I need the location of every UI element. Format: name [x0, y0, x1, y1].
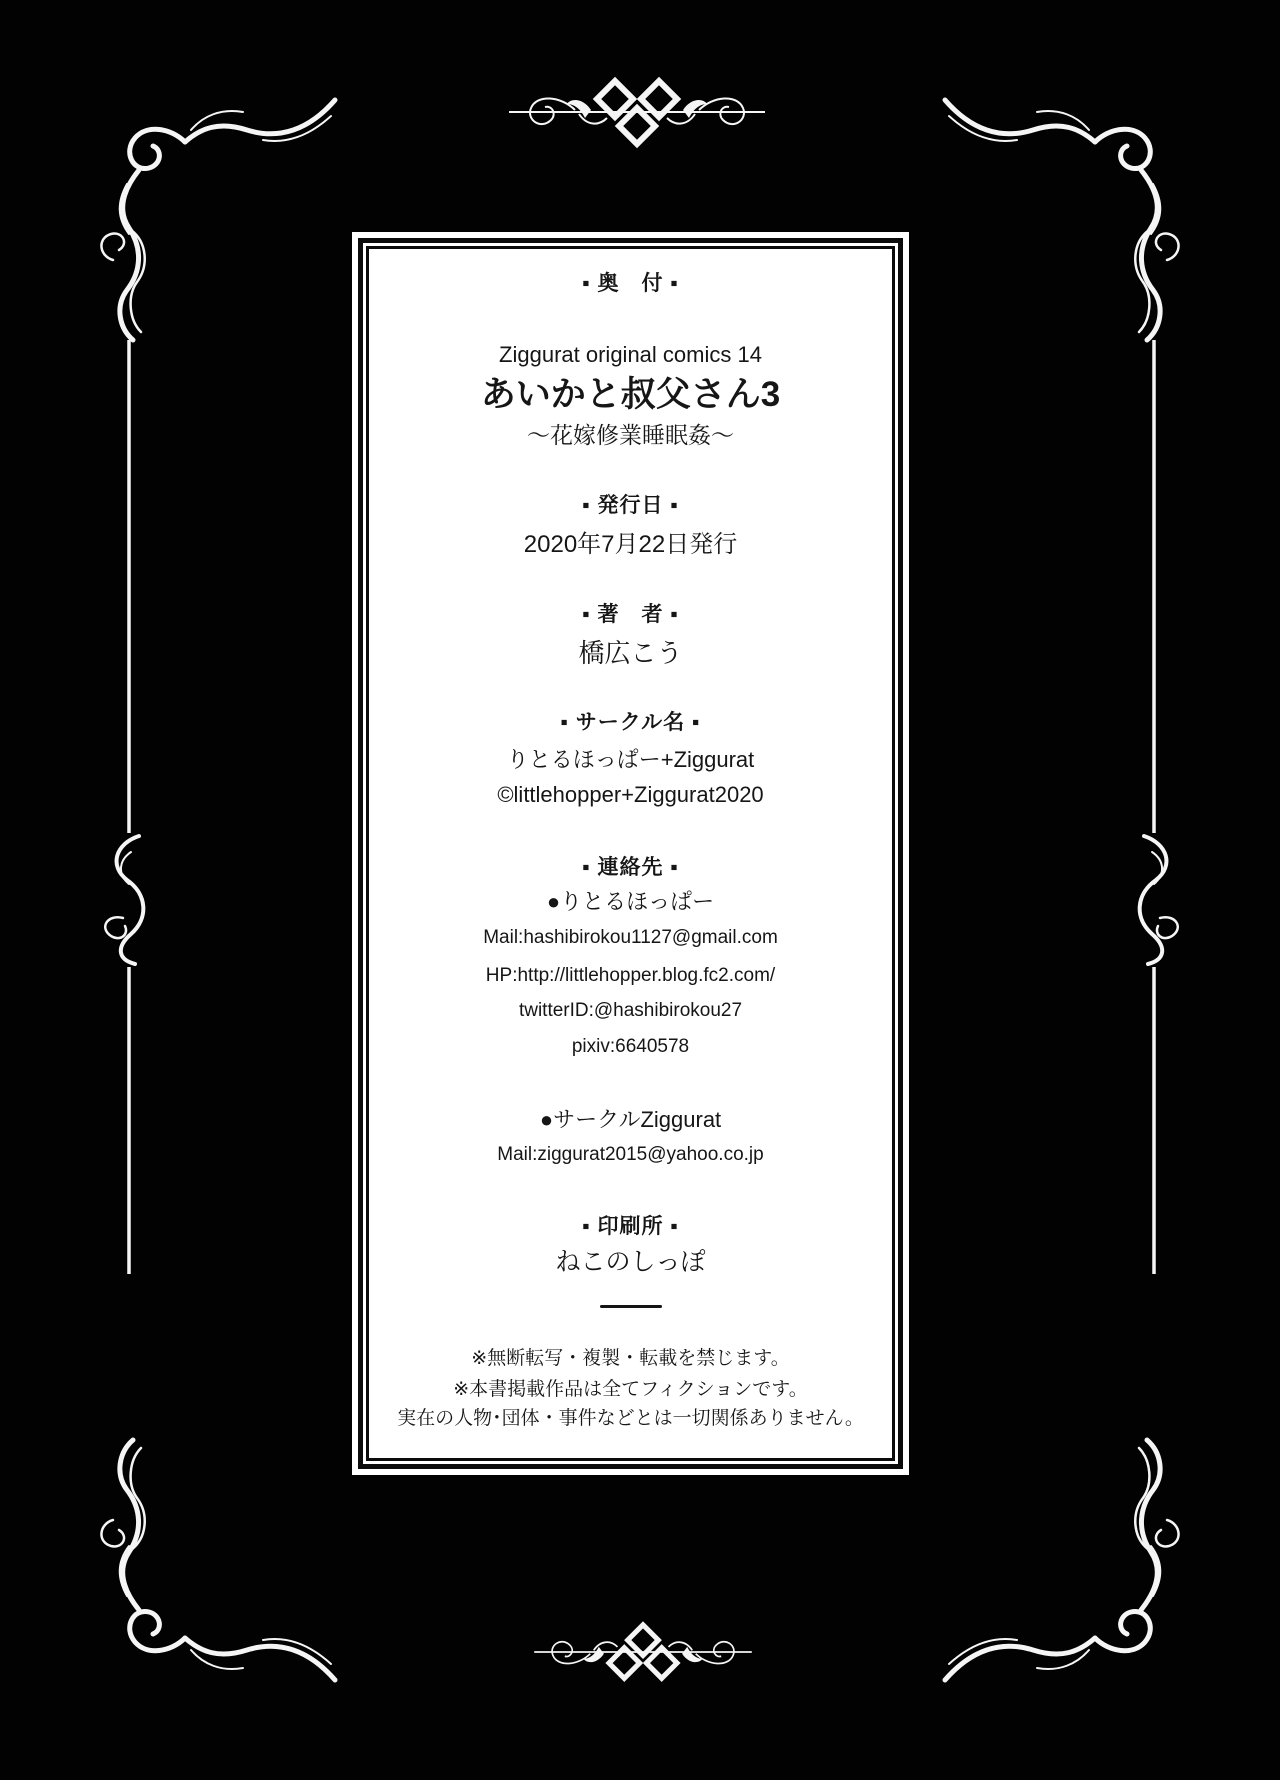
- notice-line-1: ※無断転写・複製・転載を禁じます。: [471, 1348, 790, 1369]
- contact-header: ▪ 連絡先 ▪: [582, 856, 679, 879]
- author-name: 橋広こう: [578, 638, 683, 668]
- book-subtitle: ～花嫁修業睡眠姦～: [527, 422, 734, 448]
- corner-flourish-bottom-left-icon: [101, 1440, 335, 1680]
- circle-name: りとるほっぱー+Ziggurat: [506, 747, 755, 772]
- printer-header: ▪ 印刷所 ▪: [582, 1215, 679, 1238]
- bottom-divider-ornament-icon: [534, 1625, 752, 1679]
- author-header: ▪ 著 者 ▪: [582, 603, 679, 626]
- publish-date-header: ▪ 発行日 ▪: [582, 494, 679, 517]
- colophon-box: [352, 232, 909, 1475]
- corner-flourish-top-left-icon: [101, 100, 335, 340]
- printer-name: ねこのしっぽ: [555, 1248, 706, 1276]
- notice-line-2: ※本書掲載作品は全てフィクションです。: [453, 1379, 808, 1400]
- colophon-box-inner-rule: [366, 246, 895, 1461]
- top-divider-ornament-icon: [509, 81, 765, 144]
- notice-line-3: 実在の人物･団体・事件などとは一切関係ありません。: [397, 1408, 864, 1429]
- contact-littlehopper-homepage: HP:http://littlehopper.blog.fc2.com/: [485, 965, 776, 986]
- corner-flourish-bottom-right-icon: [945, 1440, 1179, 1680]
- contact-littlehopper-twitter: twitterID:@hashibirokou27: [518, 1000, 743, 1021]
- copyright-line: ©littlehopper+Ziggurat2020: [497, 782, 764, 807]
- contact-ziggurat-mail: Mail:ziggurat2015@yahoo.co.jp: [497, 1144, 764, 1165]
- corner-flourish-top-right-icon: [945, 100, 1179, 340]
- contact-littlehopper-name: ●りとるほっぱー: [546, 889, 715, 914]
- book-title: あいかと叔父さん3: [480, 375, 781, 414]
- side-swirl-right-icon: [1140, 836, 1178, 964]
- publish-date: 2020年7月22日発行: [523, 531, 738, 558]
- contact-ziggurat-name: ●サークルZiggurat: [539, 1107, 722, 1132]
- side-swirl-left-icon: [105, 836, 143, 964]
- short-divider-rule: [600, 1305, 662, 1308]
- colophon-content: [369, 249, 892, 1458]
- series-label: Ziggurat original comics 14: [499, 342, 762, 367]
- contact-littlehopper-mail: Mail:hashibirokou1127@gmail.com: [483, 927, 778, 948]
- okuzuke-header: ▪ 奥 付 ▪: [582, 272, 679, 295]
- colophon-box-rule: [358, 238, 903, 1469]
- contact-littlehopper-pixiv: pixiv:6640578: [571, 1036, 690, 1057]
- circle-header: ▪ サークル名 ▪: [560, 711, 701, 734]
